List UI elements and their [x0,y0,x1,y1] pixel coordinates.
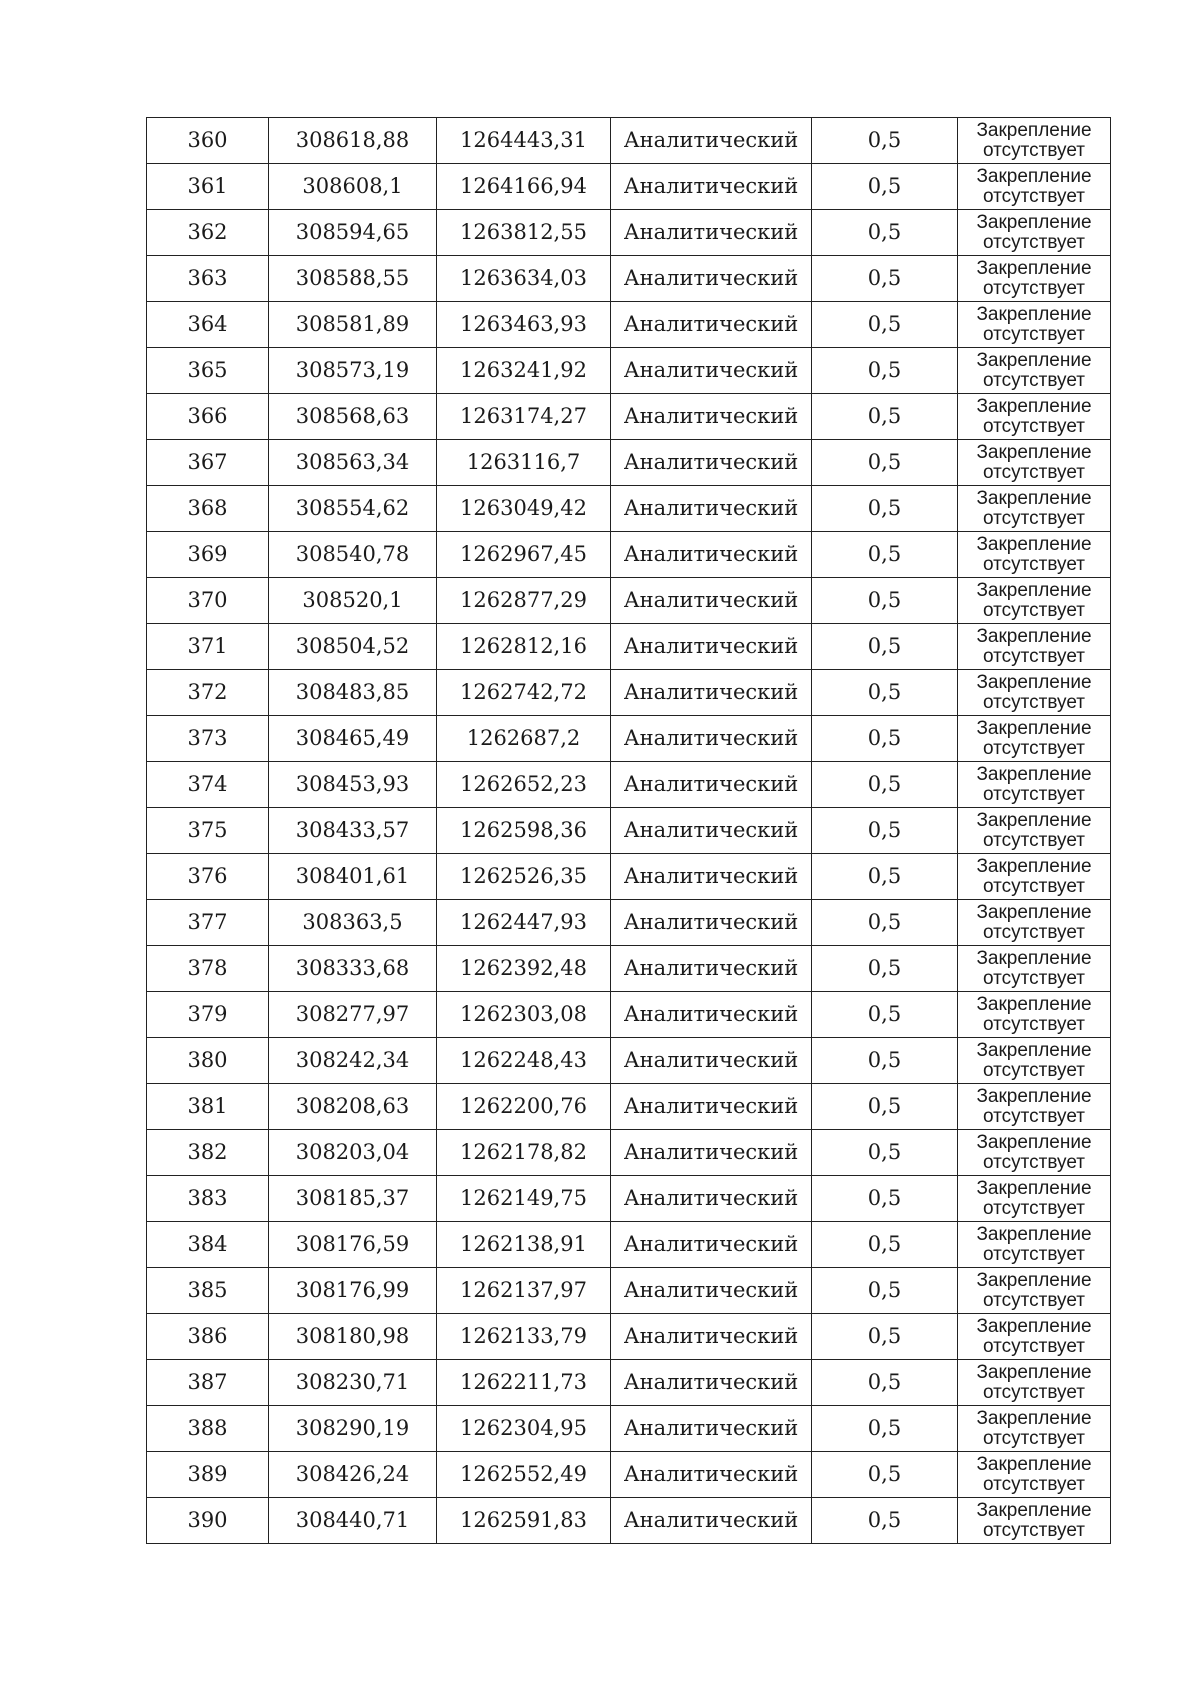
fixation-cell [958,164,1111,210]
x-coordinate-cell: 308208,63 [269,1084,437,1130]
y-coordinate-cell: 1263049,42 [437,486,611,532]
point-number-cell: 374 [147,762,269,808]
y-coordinate-cell: 1262652,23 [437,762,611,808]
error-cell: 0,5 [812,670,958,716]
fixation-line-1: Закрепление [976,809,1092,831]
method-cell: Аналитический [611,670,812,716]
fixation-cell [958,210,1111,256]
x-coordinate-cell: 308568,63 [269,394,437,440]
fixation-cell [958,1268,1111,1314]
y-coordinate-cell: 1263241,92 [437,348,611,394]
fixation-line-2: отсутствует [983,139,1085,161]
error-cell: 0,5 [812,1176,958,1222]
fixation-line-2: отсутствует [983,691,1085,713]
fixation-line-2: отсутствует [983,783,1085,805]
error-cell: 0,5 [812,486,958,532]
fixation-line-1: Закрепление [976,303,1092,325]
fixation-line-2: отсутствует [983,829,1085,851]
error-cell: 0,5 [812,946,958,992]
fixation-cell [958,118,1111,164]
point-number-cell: 383 [147,1176,269,1222]
y-coordinate-cell: 1262877,29 [437,578,611,624]
method-cell: Аналитический [611,532,812,578]
fixation-cell [958,1406,1111,1452]
fixation-cell [958,532,1111,578]
table-row [147,1222,1111,1268]
table-row [147,256,1111,302]
y-coordinate-cell: 1263174,27 [437,394,611,440]
fixation-line-2: отсутствует [983,737,1085,759]
method-cell: Аналитический [611,1268,812,1314]
error-cell: 0,5 [812,578,958,624]
table-row [147,1176,1111,1222]
fixation-cell [958,486,1111,532]
table-row [147,762,1111,808]
y-coordinate-cell: 1262178,82 [437,1130,611,1176]
method-cell: Аналитический [611,1130,812,1176]
method-cell: Аналитический [611,716,812,762]
point-number-cell: 378 [147,946,269,992]
x-coordinate-cell: 308440,71 [269,1498,437,1544]
fixation-line-1: Закрепление [976,763,1092,785]
fixation-line-2: отсутствует [983,1243,1085,1265]
y-coordinate-cell: 1263463,93 [437,302,611,348]
method-cell: Аналитический [611,1084,812,1130]
fixation-line-2: отсутствует [983,1473,1085,1495]
x-coordinate-cell: 308333,68 [269,946,437,992]
fixation-cell [958,1130,1111,1176]
fixation-line-2: отсутствует [983,1335,1085,1357]
point-number-cell: 370 [147,578,269,624]
fixation-cell [958,670,1111,716]
method-cell: Аналитический [611,1176,812,1222]
table-row [147,624,1111,670]
x-coordinate-cell: 308176,59 [269,1222,437,1268]
fixation-cell [958,808,1111,854]
fixation-line-2: отсутствует [983,369,1085,391]
fixation-line-1: Закрепление [976,349,1092,371]
x-coordinate-cell: 308618,88 [269,118,437,164]
y-coordinate-cell: 1264166,94 [437,164,611,210]
error-cell: 0,5 [812,394,958,440]
fixation-cell [958,1452,1111,1498]
method-cell: Аналитический [611,808,812,854]
table-row [147,440,1111,486]
y-coordinate-cell: 1262133,79 [437,1314,611,1360]
table-row [147,670,1111,716]
point-number-cell: 388 [147,1406,269,1452]
table-row [147,900,1111,946]
fixation-cell [958,992,1111,1038]
fixation-cell [958,578,1111,624]
fixation-line-2: отсутствует [983,553,1085,575]
fixation-cell [958,762,1111,808]
y-coordinate-cell: 1262447,93 [437,900,611,946]
point-number-cell: 380 [147,1038,269,1084]
method-cell: Аналитический [611,348,812,394]
method-cell: Аналитический [611,1222,812,1268]
error-cell: 0,5 [812,532,958,578]
fixation-line-2: отсутствует [983,921,1085,943]
table-row [147,302,1111,348]
y-coordinate-cell: 1263116,7 [437,440,611,486]
fixation-line-1: Закрепление [976,993,1092,1015]
y-coordinate-cell: 1262591,83 [437,1498,611,1544]
table-row [147,1452,1111,1498]
y-coordinate-cell: 1262598,36 [437,808,611,854]
table-row [147,1268,1111,1314]
y-coordinate-cell: 1262138,91 [437,1222,611,1268]
method-cell: Аналитический [611,854,812,900]
method-cell: Аналитический [611,394,812,440]
fixation-line-1: Закрепление [976,165,1092,187]
point-number-cell: 390 [147,1498,269,1544]
y-coordinate-cell: 1262812,16 [437,624,611,670]
y-coordinate-cell: 1262742,72 [437,670,611,716]
point-number-cell: 373 [147,716,269,762]
method-cell: Аналитический [611,1406,812,1452]
table-row [147,946,1111,992]
fixation-line-1: Закрепление [976,1499,1092,1521]
x-coordinate-cell: 308277,97 [269,992,437,1038]
error-cell: 0,5 [812,1130,958,1176]
fixation-line-2: отсутствует [983,185,1085,207]
method-cell: Аналитический [611,1498,812,1544]
fixation-cell [958,1222,1111,1268]
table-row [147,716,1111,762]
y-coordinate-cell: 1263812,55 [437,210,611,256]
table-row [147,1314,1111,1360]
x-coordinate-cell: 308290,19 [269,1406,437,1452]
fixation-line-2: отсутствует [983,1013,1085,1035]
error-cell: 0,5 [812,900,958,946]
y-coordinate-cell: 1262687,2 [437,716,611,762]
error-cell: 0,5 [812,1084,958,1130]
y-coordinate-cell: 1262552,49 [437,1452,611,1498]
table-row [147,1406,1111,1452]
fixation-line-1: Закрепление [976,671,1092,693]
y-coordinate-cell: 1262200,76 [437,1084,611,1130]
error-cell: 0,5 [812,854,958,900]
fixation-cell [958,1360,1111,1406]
fixation-cell [958,624,1111,670]
method-cell: Аналитический [611,578,812,624]
method-cell: Аналитический [611,992,812,1038]
method-cell: Аналитический [611,210,812,256]
fixation-line-2: отсутствует [983,1197,1085,1219]
fixation-line-1: Закрепление [976,1131,1092,1153]
method-cell: Аналитический [611,1360,812,1406]
table-row [147,1498,1111,1544]
fixation-line-2: отсутствует [983,1519,1085,1541]
fixation-cell [958,256,1111,302]
x-coordinate-cell: 308520,1 [269,578,437,624]
point-number-cell: 362 [147,210,269,256]
error-cell: 0,5 [812,210,958,256]
fixation-line-1: Закрепление [976,1361,1092,1383]
fixation-cell [958,440,1111,486]
table-row [147,348,1111,394]
y-coordinate-cell: 1262211,73 [437,1360,611,1406]
x-coordinate-cell: 308242,34 [269,1038,437,1084]
point-number-cell: 363 [147,256,269,302]
x-coordinate-cell: 308573,19 [269,348,437,394]
error-cell: 0,5 [812,118,958,164]
fixation-line-1: Закрепление [976,395,1092,417]
error-cell: 0,5 [812,1498,958,1544]
fixation-line-2: отсутствует [983,599,1085,621]
table-row [147,532,1111,578]
x-coordinate-cell: 308608,1 [269,164,437,210]
x-coordinate-cell: 308465,49 [269,716,437,762]
y-coordinate-cell: 1262304,95 [437,1406,611,1452]
fixation-line-2: отсутствует [983,1151,1085,1173]
table-row [147,1130,1111,1176]
point-number-cell: 364 [147,302,269,348]
x-coordinate-cell: 308581,89 [269,302,437,348]
fixation-line-2: отсутствует [983,875,1085,897]
x-coordinate-cell: 308483,85 [269,670,437,716]
fixation-cell [958,1038,1111,1084]
fixation-line-2: отсутствует [983,507,1085,529]
method-cell: Аналитический [611,624,812,670]
fixation-cell [958,716,1111,762]
method-cell: Аналитический [611,946,812,992]
x-coordinate-cell: 308563,34 [269,440,437,486]
fixation-line-1: Закрепление [976,487,1092,509]
point-number-cell: 375 [147,808,269,854]
error-cell: 0,5 [812,808,958,854]
fixation-line-2: отсутствует [983,1427,1085,1449]
fixation-cell [958,1176,1111,1222]
y-coordinate-cell: 1264443,31 [437,118,611,164]
error-cell: 0,5 [812,1268,958,1314]
fixation-line-2: отсутствует [983,1289,1085,1311]
fixation-line-1: Закрепление [976,579,1092,601]
point-number-cell: 372 [147,670,269,716]
error-cell: 0,5 [812,1314,958,1360]
error-cell: 0,5 [812,348,958,394]
fixation-line-1: Закрепление [976,257,1092,279]
y-coordinate-cell: 1262526,35 [437,854,611,900]
fixation-line-2: отсутствует [983,231,1085,253]
method-cell: Аналитический [611,1314,812,1360]
x-coordinate-cell: 308230,71 [269,1360,437,1406]
error-cell: 0,5 [812,1452,958,1498]
y-coordinate-cell: 1262149,75 [437,1176,611,1222]
point-number-cell: 386 [147,1314,269,1360]
method-cell: Аналитический [611,762,812,808]
fixation-line-2: отсутствует [983,323,1085,345]
y-coordinate-cell: 1263634,03 [437,256,611,302]
table-row [147,992,1111,1038]
y-coordinate-cell: 1262392,48 [437,946,611,992]
method-cell: Аналитический [611,164,812,210]
table-row [147,486,1111,532]
x-coordinate-cell: 308180,98 [269,1314,437,1360]
method-cell: Аналитический [611,486,812,532]
fixation-cell [958,900,1111,946]
y-coordinate-cell: 1262303,08 [437,992,611,1038]
coordinates-table [146,117,1111,1544]
fixation-line-1: Закрепление [976,1177,1092,1199]
error-cell: 0,5 [812,1222,958,1268]
point-number-cell: 367 [147,440,269,486]
table-row [147,1360,1111,1406]
fixation-line-2: отсутствует [983,415,1085,437]
x-coordinate-cell: 308554,62 [269,486,437,532]
x-coordinate-cell: 308453,93 [269,762,437,808]
point-number-cell: 371 [147,624,269,670]
fixation-line-1: Закрепление [976,533,1092,555]
fixation-line-1: Закрепление [976,1315,1092,1337]
fixation-line-1: Закрепление [976,947,1092,969]
fixation-line-1: Закрепление [976,1453,1092,1475]
point-number-cell: 360 [147,118,269,164]
y-coordinate-cell: 1262137,97 [437,1268,611,1314]
coordinates-table-body [147,118,1111,1544]
fixation-line-1: Закрепление [976,1085,1092,1107]
error-cell: 0,5 [812,762,958,808]
table-row [147,1084,1111,1130]
table-row [147,1038,1111,1084]
y-coordinate-cell: 1262248,43 [437,1038,611,1084]
x-coordinate-cell: 308176,99 [269,1268,437,1314]
fixation-line-2: отсутствует [983,1105,1085,1127]
fixation-line-1: Закрепление [976,625,1092,647]
method-cell: Аналитический [611,900,812,946]
point-number-cell: 387 [147,1360,269,1406]
method-cell: Аналитический [611,302,812,348]
fixation-cell [958,1084,1111,1130]
y-coordinate-cell: 1262967,45 [437,532,611,578]
fixation-line-1: Закрепление [976,1269,1092,1291]
fixation-line-2: отсутствует [983,1059,1085,1081]
x-coordinate-cell: 308433,57 [269,808,437,854]
x-coordinate-cell: 308540,78 [269,532,437,578]
fixation-line-1: Закрепление [976,901,1092,923]
table-row [147,164,1111,210]
x-coordinate-cell: 308363,5 [269,900,437,946]
point-number-cell: 366 [147,394,269,440]
error-cell: 0,5 [812,624,958,670]
point-number-cell: 365 [147,348,269,394]
point-number-cell: 389 [147,1452,269,1498]
x-coordinate-cell: 308401,61 [269,854,437,900]
error-cell: 0,5 [812,256,958,302]
table-row [147,808,1111,854]
error-cell: 0,5 [812,440,958,486]
method-cell: Аналитический [611,118,812,164]
table-row [147,118,1111,164]
point-number-cell: 361 [147,164,269,210]
table-row [147,854,1111,900]
table-row [147,578,1111,624]
point-number-cell: 377 [147,900,269,946]
fixation-line-1: Закрепление [976,1223,1092,1245]
x-coordinate-cell: 308504,52 [269,624,437,670]
fixation-line-1: Закрепление [976,1407,1092,1429]
error-cell: 0,5 [812,302,958,348]
fixation-cell [958,394,1111,440]
table-row [147,394,1111,440]
method-cell: Аналитический [611,440,812,486]
fixation-line-2: отсутствует [983,967,1085,989]
error-cell: 0,5 [812,992,958,1038]
method-cell: Аналитический [611,256,812,302]
point-number-cell: 376 [147,854,269,900]
x-coordinate-cell: 308203,04 [269,1130,437,1176]
error-cell: 0,5 [812,1406,958,1452]
fixation-cell [958,302,1111,348]
point-number-cell: 384 [147,1222,269,1268]
method-cell: Аналитический [611,1038,812,1084]
method-cell: Аналитический [611,1452,812,1498]
table-row [147,210,1111,256]
point-number-cell: 385 [147,1268,269,1314]
fixation-cell [958,1314,1111,1360]
x-coordinate-cell: 308185,37 [269,1176,437,1222]
fixation-line-1: Закрепление [976,119,1092,141]
x-coordinate-cell: 308588,55 [269,256,437,302]
error-cell: 0,5 [812,1360,958,1406]
error-cell: 0,5 [812,1038,958,1084]
fixation-cell [958,946,1111,992]
fixation-line-1: Закрепление [976,855,1092,877]
point-number-cell: 369 [147,532,269,578]
point-number-cell: 381 [147,1084,269,1130]
point-number-cell: 382 [147,1130,269,1176]
fixation-line-2: отсутствует [983,645,1085,667]
fixation-cell [958,1498,1111,1544]
fixation-line-1: Закрепление [976,717,1092,739]
point-number-cell: 368 [147,486,269,532]
error-cell: 0,5 [812,716,958,762]
fixation-line-2: отсутствует [983,277,1085,299]
fixation-line-1: Закрепление [976,1039,1092,1061]
fixation-cell [958,348,1111,394]
fixation-cell [958,854,1111,900]
fixation-line-2: отсутствует [983,461,1085,483]
fixation-line-2: отсутствует [983,1381,1085,1403]
fixation-line-1: Закрепление [976,211,1092,233]
x-coordinate-cell: 308594,65 [269,210,437,256]
point-number-cell: 379 [147,992,269,1038]
error-cell: 0,5 [812,164,958,210]
x-coordinate-cell: 308426,24 [269,1452,437,1498]
fixation-line-1: Закрепление [976,441,1092,463]
